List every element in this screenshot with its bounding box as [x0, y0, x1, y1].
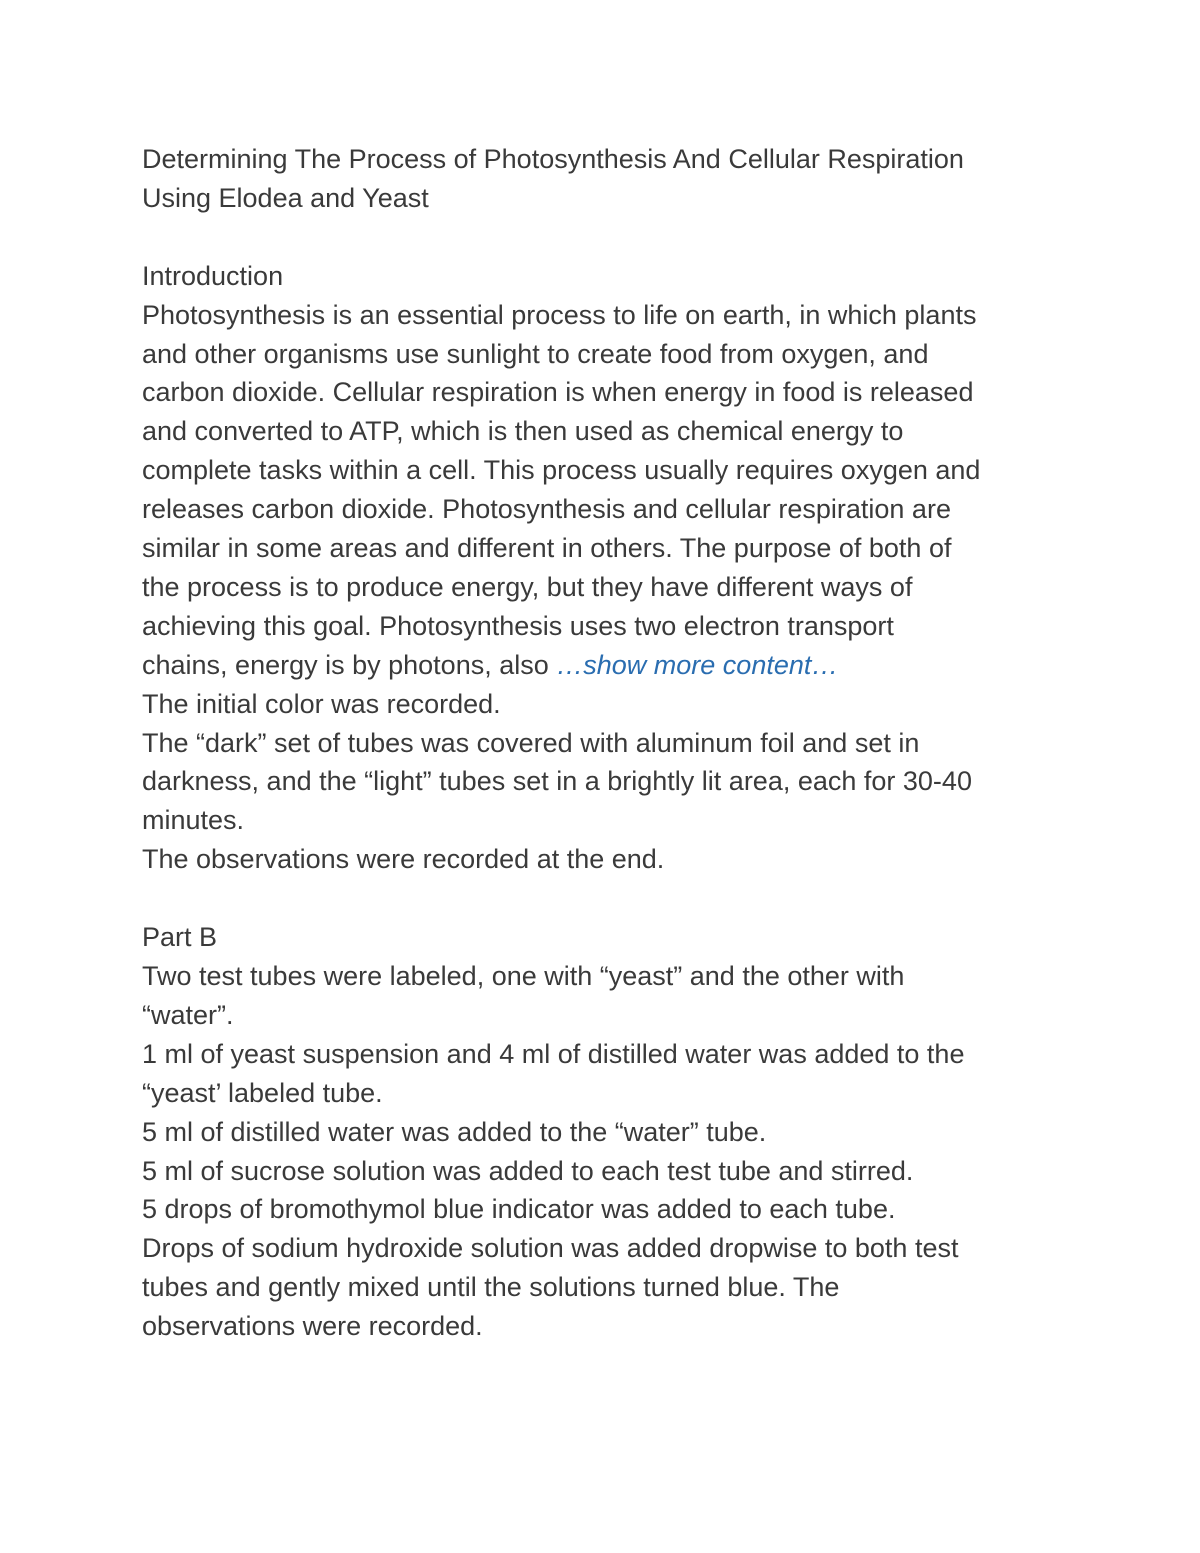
introduction-heading: Introduction	[142, 260, 284, 291]
procedure-line: 5 ml of distilled water was added to the “water” tube.	[142, 1116, 767, 1147]
procedure-line: 5 drops of bromothymol blue indicator was added to each tube.	[142, 1194, 896, 1225]
title-line: Using Elodea and Yeast	[142, 182, 429, 213]
procedure-line: Drops of sodium hydroxide solution was added dropwise to both test	[142, 1233, 959, 1264]
procedure-line: “yeast’ labeled tube.	[142, 1077, 383, 1108]
paragraph-line: similar in some areas and different in others. The purpose of both of	[142, 533, 952, 564]
introduction-section	[142, 257, 1082, 685]
procedure-line: The observations were recorded at the end.	[142, 844, 665, 875]
paragraph-line: releases carbon dioxide. Photosynthesis and cellular respiration are	[142, 494, 951, 525]
procedure-line: Two test tubes were labeled, one with “yeast” and the other with	[142, 961, 905, 991]
procedure-line: The initial color was recorded.	[142, 688, 501, 719]
paragraph-line: achieving this goal. Photosynthesis uses two electron transport	[142, 610, 894, 641]
paragraph-line: carbon dioxide. Cellular respiration is when energy in food is released	[142, 377, 974, 408]
paragraph-text: chains, energy is by photons, also	[142, 649, 557, 680]
procedure-line: observations were recorded.	[142, 1311, 483, 1342]
blank-line	[142, 218, 1082, 257]
procedure-line: The “dark” set of tubes was covered with aluminum foil and set in	[142, 727, 920, 758]
procedure-line: minutes.	[142, 805, 245, 836]
document-page	[142, 140, 1082, 1346]
procedure-line: tubes and gently mixed until the solutions turned blue. The	[142, 1272, 840, 1303]
part-a-continued-section	[142, 685, 1082, 880]
procedure-line: darkness, and the “light” tubes set in a brightly lit area, each for 30-40	[142, 766, 972, 797]
title-line: Determining The Process of Photosynthesis And Cellular Respiration	[142, 144, 964, 174]
blank-line	[142, 879, 1082, 918]
paragraph-line-with-link	[142, 646, 1082, 685]
paragraph-line: and converted to ATP, which is then used as chemical energy to	[142, 416, 904, 447]
document-title	[142, 140, 1082, 218]
part-b-heading: Part B	[142, 922, 218, 953]
procedure-line: “water”.	[142, 999, 234, 1030]
show-more-content-link[interactable]: …show more content…	[556, 649, 839, 680]
paragraph-line: Photosynthesis is an essential process to life on earth, in which plants	[142, 299, 977, 330]
part-b-section	[142, 918, 1082, 1346]
paragraph-line: the process is to produce energy, but they have different ways of	[142, 571, 913, 602]
procedure-line: 5 ml of sucrose solution was added to each test tube and stirred.	[142, 1155, 914, 1186]
paragraph-line: complete tasks within a cell. This process usually requires oxygen and	[142, 455, 981, 486]
procedure-line: 1 ml of yeast suspension and 4 ml of distilled water was added to the	[142, 1038, 965, 1069]
paragraph-line: and other organisms use sunlight to create food from oxygen, and	[142, 338, 929, 369]
